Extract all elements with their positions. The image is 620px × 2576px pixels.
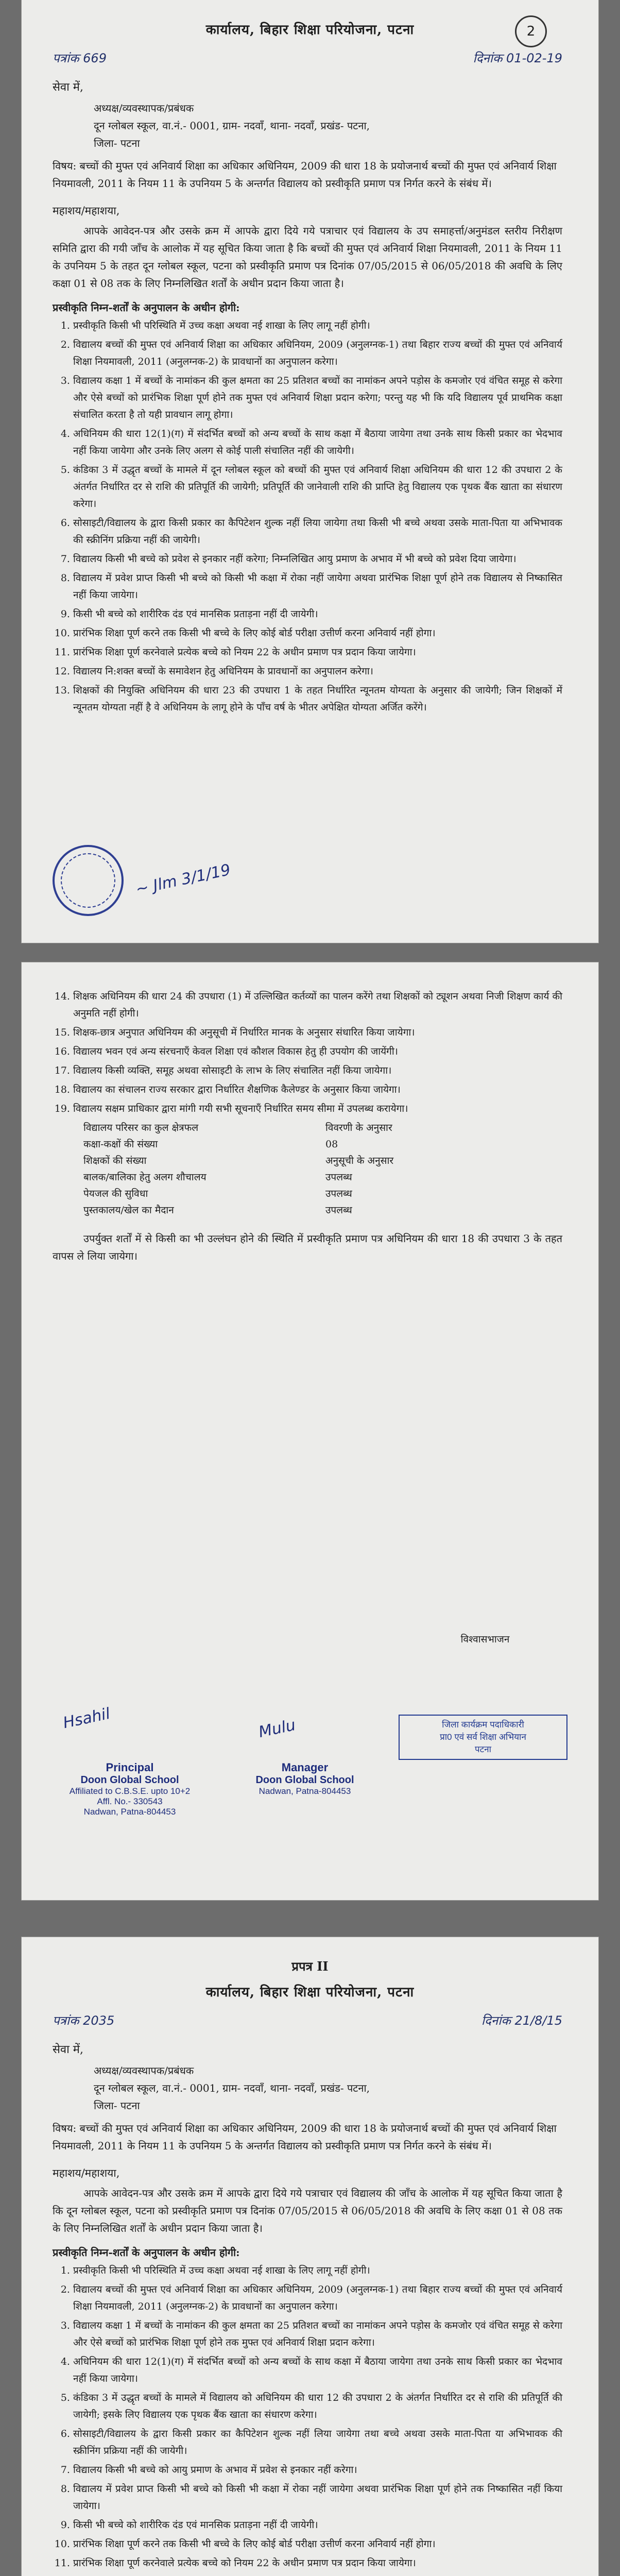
fact-value: उपलब्ध	[325, 1205, 352, 1216]
fact-row	[83, 1202, 562, 1218]
addressee	[22, 94, 598, 152]
addressee-line: अध्यक्ष/व्यवस्थापक/प्रबंधक	[94, 2064, 194, 2077]
addressee-line: जिला- पटना	[94, 2099, 140, 2112]
fact-value: अनुसूची के अनुसार	[325, 1155, 394, 1166]
infrastructure-facts	[83, 1120, 562, 1218]
principal-role: Principal	[106, 1761, 154, 1774]
condition-item: 12. विद्यालय नि:शक्त बच्चों के समावेशन हेतु अधिनियम के प्रावधानों का अनुपालन करेगा।	[73, 663, 562, 680]
signature-stamp-area	[53, 1704, 567, 1879]
fact-row	[83, 1153, 562, 1169]
letter-page-3	[22, 1937, 598, 2576]
fact-row	[83, 1185, 562, 1202]
condition-item: 18. विद्यालय का संचालन राज्य सरकार द्वारा निर्धारित शैक्षणिक कैलेण्डर के अनुसार किया जायेगा।	[73, 1081, 562, 1098]
letter-page-2	[22, 962, 598, 1900]
condition-item: 9. किसी भी बच्चे को शारीरिक दंड एवं मानसिक प्रताड़ना नहीं दी जायेगी।	[73, 2517, 562, 2534]
officer-line: विश्वासभाजन	[460, 1634, 510, 1645]
office-title: कार्यालय, बिहार शिक्षा परियोजना, पटना	[205, 22, 415, 38]
fact-key: पुस्तकालय/खेल का मैदान	[83, 1205, 174, 1216]
addressee-line: दून ग्लोबल स्कूल, वा.नं.- 0001, ग्राम- नदवाँ, थाना- नदवाँ, प्रखंड- पटना,	[94, 120, 370, 132]
fact-key: कक्षा-कक्षों की संख्या	[83, 1139, 158, 1150]
school-seal-icon	[53, 845, 124, 916]
condition-item: 8. विद्यालय में प्रवेश प्राप्त किसी भी बच्चे को किसी भी कक्षा में रोका नहीं जायेगा अथवा प्रारंभिक शिक्षा पूर्ण होने तक विद्यालय से निष्कासित नहीं किया जायेगा।	[73, 570, 562, 604]
condition-item: 6. सोसाइटी/विद्यालय के द्वारा किसी प्रकार का कैपिटेशन शुल्क नहीं लिया जायेगा तथा बच्चे अथवा उसके माता-पिता या अभिभावक की स्क्रीनिंग प्रक्रिया नहीं की जायेगी।	[73, 2426, 562, 2460]
manager-stamp	[238, 1761, 372, 1797]
principal-signature: Hsahil	[61, 1704, 112, 1733]
principal-line-2: Affl. No.- 330543	[97, 1797, 163, 1806]
officer-stamp-line: प्रा0 एवं सर्व शिक्षा अभियान	[440, 1732, 526, 1742]
seva-mein: सेवा में,	[53, 81, 83, 94]
conditions-list	[53, 317, 562, 716]
principal-line-3: Nadwan, Patna-804453	[83, 1807, 176, 1817]
condition-item: 5. कंडिका 3 में उद्धृत बच्चों के मामले में विद्यालय को अधिनियम की धारा 12 की उपधारा 2 के अंतर्गत निर्धारित दर से राशि की प्रतिपूर्ति की जायेगी; इसके लिए विद्यालय एक पृथक बैंक खाता का संधारण करेगा।	[73, 2389, 562, 2424]
condition-item: 1. प्रस्वीकृति किसी भी परिस्थिति में उच्च कक्षा अथवा नई शाखा के लिए लागू नहीं होगी।	[73, 317, 562, 334]
fact-row	[83, 1136, 562, 1153]
condition-item: 15. शिक्षक-छात्र अनुपात अधिनियम की अनुसूची में निर्धारित मानक के अनुसार संधारित किया जायेगा।	[73, 1024, 562, 1041]
condition-item: 4. अधिनियम की धारा 12(1)(ग) में संदर्भित बच्चों को अन्य बच्चों के साथ कक्षा में बैठाया जायेगा तथा उनके साथ किसी प्रकार का भेदभाव नहीं किया जायेगा और उनके लिए अलग से कोई पाली संचालित नहीं की जायेगी।	[73, 426, 562, 460]
condition-item: 9. किसी भी बच्चे को शारीरिक दंड एवं मानसिक प्रताड़ना नहीं दी जायेगी।	[73, 606, 562, 623]
manager-line-1: Nadwan, Patna-804453	[259, 1786, 351, 1796]
letter-page-1	[22, 0, 598, 943]
condition-item: 10. प्रारंभिक शिक्षा पूर्ण करने तक किसी भी बच्चे के लिए कोई बोर्ड परीक्षा उत्तीर्ण करना अनिवार्य नहीं होगा।	[73, 625, 562, 642]
handwritten-signature: ~ Jlm 3/1/19	[134, 860, 232, 899]
condition-item: 4. अधिनियम की धारा 12(1)(ग) में संदर्भित बच्चों को अन्य बच्चों के साथ कक्षा में बैठाया जायेगा तथा उनके साथ किसी प्रकार का भेदभाव नहीं किया जायेगा।	[73, 2353, 562, 2387]
closing-paragraph: उपर्युक्त शर्तों में से किसी का भी उल्लंघन होने की स्थिति में प्रस्वीकृति प्रमाण पत्र अधिनियम की धारा 18 की उपधारा 3 के तहत वापस ले लिया जायेगा।	[53, 1232, 562, 1262]
letter-date: दिनांक 01-02-19	[473, 51, 562, 65]
condition-item: 2. विद्यालय बच्चों की मुफ्त एवं अनिवार्य शिक्षा का अधिकार अधिनियम, 2009 (अनुलग्नक-1) तथा बिहार राज्य बच्चों की मुफ्त एवं अनिवार्य शिक्षा नियमावली, 2011 (अनुलग्नक-2) के प्रावधानों का अनुपालन करेगा।	[73, 2281, 562, 2315]
page-number: 2	[515, 15, 547, 47]
subject: विषय: बच्चों की मुफ्त एवं अनिवार्य शिक्षा का अधिकार अधिनियम, 2009 की धारा 18 के प्रयोजनार्थ बच्चों की मुफ्त एवं अनिवार्य शिक्षा नियमावली, 2011 के नियम 11 के उपनियम 5 के अन्तर्गत विद्यालय को प्रस्वीकृति प्रमाण पत्र निर्गत करने के संबंध में।	[53, 160, 557, 190]
principal-stamp	[53, 1761, 207, 1817]
condition-item: 11. प्रारंभिक शिक्षा पूर्ण करनेवाले प्रत्येक बच्चे को नियम 22 के अधीन प्रमाण पत्र प्रदान किया जायेगा।	[73, 644, 562, 661]
signature-area	[53, 835, 567, 933]
reference-line	[22, 2001, 598, 2029]
fact-key: शिक्षकों की संख्या	[83, 1155, 147, 1166]
fact-key: बालक/बालिका हेतु अलग शौचालय	[83, 1172, 206, 1183]
principal-org: Doon Global School	[80, 1774, 179, 1786]
fact-row	[83, 1120, 562, 1136]
condition-item: 13. शिक्षकों की नियुक्ति अधिनियम की धारा 23 की उपधारा 1 के तहत निर्धारित न्यूनतम योग्यता के अनुसार की जायेगी; जिन शिक्षकों में न्यूनतम योग्यता नहीं है वे अधिनियम के लागू होने के पाँच वर्ष के भीतर अपेक्षित योग्यता अर्जित करेंगे।	[73, 682, 562, 716]
addressee-line: अध्यक्ष/व्यवस्थापक/प्रबंधक	[94, 102, 194, 114]
condition-item: 1. प्रस्वीकृति किसी भी परिस्थिति में उच्च कक्षा अथवा नई शाखा के लिए लागू नहीं होगी।	[73, 2262, 562, 2279]
manager-org: Doon Global School	[255, 1774, 354, 1786]
salutation: महाशय/महाशया,	[53, 2167, 120, 2179]
manager-role: Manager	[281, 1761, 329, 1774]
conditions-heading: प्रस्वीकृति निम्न-शर्तों के अनुपालन के अधीन होगी:	[53, 301, 240, 314]
condition-item: 16. विद्यालय भवन एवं अन्य संरचनाएँ केवल शिक्षा एवं कौशल विकास हेतु ही उपयोग की जायेंगी।	[73, 1043, 562, 1060]
condition-item: 19. विद्यालय सक्षम प्राधिकार द्वारा मांगी गयी सभी सूचनाएँ निर्धारित समय सीमा में उपलब्ध करायेगा।	[73, 1100, 562, 1117]
conditions-list-continued	[53, 988, 562, 1117]
salutation: महाशय/महाशया,	[53, 205, 120, 217]
condition-item: 3. विद्यालय कक्षा 1 में बच्चों के नामांकन की कुल क्षमता का 25 प्रतिशत बच्चों का नामांकन अपने पड़ोस के कमजोर एवं वंचित समूह से करेगा और ऐसे बच्चों को प्रारंभिक शिक्षा पूर्ण होने तक मुफ्त एवं अनिवार्य शिक्षा प्रदान करेगा; परन्तु यह भी कि यदि विद्यालय पूर्व प्राथमिक कक्षा संचालित करता है तो यही प्रावधान लागू होगा।	[73, 372, 562, 423]
conditions-heading: प्रस्वीकृति निम्न-शर्तों के अनुपालन के अधीन होगी:	[53, 2246, 240, 2259]
fact-value: उपलब्ध	[325, 1172, 352, 1183]
condition-item	[73, 2574, 562, 2576]
letter-number: पत्रांक 2035	[53, 2013, 115, 2028]
fact-value: उपलब्ध	[325, 1188, 352, 1199]
condition-item: 17. विद्यालय किसी व्यक्ति, समूह अथवा सोसाइटी के लाभ के लिए संचालित नहीं किया जायेगा।	[73, 1062, 562, 1079]
office-title: कार्यालय, बिहार शिक्षा परियोजना, पटना	[205, 1985, 415, 2000]
reference-line	[22, 38, 598, 66]
letter-number: पत्रांक 669	[53, 51, 107, 65]
officer-stamp-line: पटना	[474, 1744, 492, 1754]
condition-item: 2. विद्यालय बच्चों की मुफ्त एवं अनिवार्य शिक्षा का अधिकार अधिनियम, 2009 (अनुलग्नक-1) तथा बिहार राज्य बच्चों की मुफ्त एवं अनिवार्य शिक्षा नियमावली, 2011 (अनुलग्नक-2) के प्रावधानों का अनुपालन करेगा।	[73, 336, 562, 370]
fact-row	[83, 1169, 562, 1185]
seva-mein: सेवा में,	[53, 2043, 83, 2056]
form-label: प्रपत्र II	[291, 1959, 329, 1974]
condition-item: 7. विद्यालय किसी भी बच्चे को प्रवेश से इनकार नहीं करेगा; निम्नलिखित आयु प्रमाण के अभाव में भी बच्चे को प्रवेश दिया जायेगा।	[73, 551, 562, 568]
officer-stamp-line: जिला कार्यक्रम पदाधिकारी	[442, 1720, 524, 1730]
condition-item: 5. कंडिका 3 में उद्धृत बच्चों के मामले में दून ग्लोबल स्कूल को बच्चों की मुफ्त एवं अनिवार्य शिक्षा अधिनियम की धारा 12 की उपधारा 2 के अंतर्गत निर्धारित दर से राशि की प्रतिपूर्ति की जायेगी; प्रतिपूर्ति की जानेवाली राशि की प्राप्ति हेतु विद्यालय एक पृथक बैंक खाता का संधारण करेगा।	[73, 462, 562, 513]
condition-item: 7. विद्यालय किसी भी बच्चे को आयु प्रमाण के अभाव में प्रवेश से इनकार नहीं करेगा।	[73, 2462, 562, 2479]
addressee-line: दून ग्लोबल स्कूल, वा.नं.- 0001, ग्राम- नदवाँ, थाना- नदवाँ, प्रखंड- पटना,	[94, 2082, 370, 2094]
intro-paragraph: आपके आवेदन-पत्र और उसके क्रम में आपके द्वारा दिये गये पत्राचार एवं विद्यालय की जाँच के आलोक में यह सूचित किया जाता है कि दून ग्लोबल स्कूल, पटना को प्रस्वीकृति प्रमाण पत्र दिनांक 07/05/2015 से 06/05/2018 की अवधि के लिए कक्षा 01 से 08 तक के लिए निम्नलिखित शर्तों के अधीन प्रदान किया जाता है।	[53, 2187, 562, 2234]
manager-signature: Mulu	[257, 1716, 298, 1742]
letter-date: दिनांक 21/8/15	[481, 2013, 562, 2028]
addressee	[22, 2057, 598, 2114]
condition-item: 10. प्रारंभिक शिक्षा पूर्ण करने तक किसी भी बच्चे के लिए कोई बोर्ड परीक्षा उत्तीर्ण करना अनिवार्य नहीं होगा।	[73, 2536, 562, 2553]
condition-item: 8. विद्यालय में प्रवेश प्राप्त किसी भी बच्चे को किसी भी कक्षा में रोका नहीं जायेगा अथवा प्रारंभिक शिक्षा पूर्ण होने तक निष्कासित नहीं किया जायेगा।	[73, 2481, 562, 2515]
fact-key: पेयजल की सुविधा	[83, 1188, 148, 1199]
condition-item: 14. शिक्षक अधिनियम की धारा 24 की उपधारा (1) में उल्लिखित कर्तव्यों का पालन करेंगे तथा शिक्षकों को ट्यूशन अथवा निजी शिक्षण कार्य की अनुमति नहीं होगी।	[73, 988, 562, 1022]
addressee-line: जिला- पटना	[94, 137, 140, 149]
conditions-list	[53, 2262, 562, 2576]
subject: विषय: बच्चों की मुफ्त एवं अनिवार्य शिक्षा का अधिकार अधिनियम, 2009 की धारा 18 के प्रयोजनार्थ बच्चों की मुफ्त एवं अनिवार्य शिक्षा नियमावली, 2011 के नियम 11 के उपनियम 5 के अन्तर्गत विद्यालय को प्रस्वीकृति प्रमाण पत्र निर्गत करने के संबंध में।	[53, 2122, 557, 2152]
officer-stamp	[399, 1715, 567, 1760]
officer-block	[408, 1632, 562, 1647]
condition-item: 3. विद्यालय कक्षा 1 में बच्चों के नामांकन की कुल क्षमता का 25 प्रतिशत बच्चों का नामांकन अपने पड़ोस के कमजोर एवं वंचित समूह से करेगा और ऐसे बच्चों को प्रारंभिक शिक्षा पूर्ण होने तक मुफ्त एवं अनिवार्य शिक्षा प्रदान करेगा।	[73, 2317, 562, 2351]
intro-paragraph: आपके आवेदन-पत्र और उसके क्रम में आपके द्वारा दिये गये पत्राचार एवं विद्यालय के उप समाहर्त्ता/अनुमंडल स्तरीय निरीक्षण समिति द्वारा की गयी जाँच के आलोक में यह सूचित किया जाता है कि बच्चों की मुफ्त एवं अनिवार्य शिक्षा नियमावली, 2011 के नियम 11 के उपनियम 5 के तहत दून ग्लोबल स्कूल, पटना को प्रस्वीकृति प्रमाण पत्र दिनांक 07/05/2015 से 06/05/2018 की अवधि के लिए कक्षा 01 से 08 तक के लिए निम्नलिखित शर्तों के अधीन प्रदान किया जाता है।	[53, 225, 562, 290]
fact-value: 08	[325, 1139, 338, 1150]
fact-value: विवरणी के अनुसार	[325, 1122, 392, 1133]
fact-key: विद्यालय परिसर का कुल क्षेत्रफल	[83, 1122, 199, 1133]
condition-item: 11. प्रारंभिक शिक्षा पूर्ण करनेवाले प्रत्येक बच्चे को नियम 22 के अधीन प्रमाण पत्र प्रदान किया जायेगा।	[73, 2555, 562, 2572]
principal-line-1: Affiliated to C.B.S.E. upto 10+2	[69, 1786, 191, 1796]
condition-item: 6. सोसाइटी/विद्यालय के द्वारा किसी प्रकार का कैपिटेशन शुल्क नहीं लिया जायेगा तथा किसी भी बच्चे अथवा उसके माता-पिता या अभिभावक की स्क्रीनिंग प्रक्रिया नहीं की जायेगी।	[73, 515, 562, 549]
